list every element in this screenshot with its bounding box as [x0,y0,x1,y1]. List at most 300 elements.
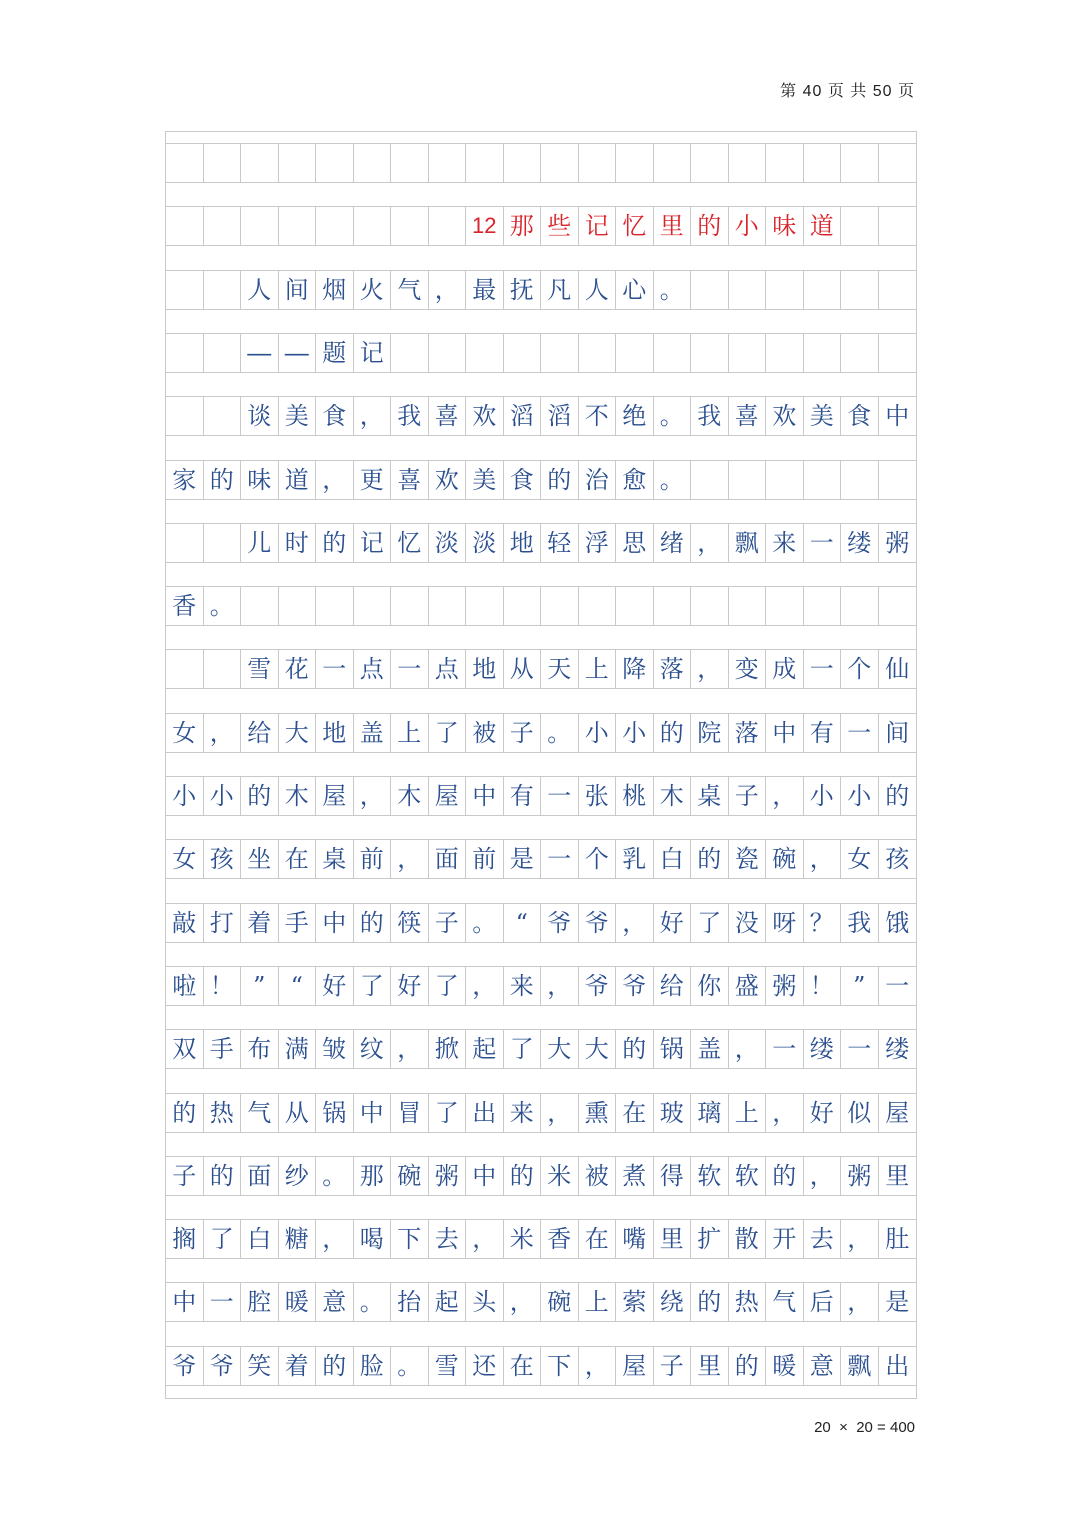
grid-cell [541,587,579,625]
grid-cell: 手 [279,904,317,942]
row-spacer [166,1145,916,1157]
grid-cell [354,207,392,245]
grid-cell: 的 [166,1094,204,1132]
grid-cell [166,334,204,372]
grid-cell [729,461,767,499]
grid-cell: 欢 [766,397,804,435]
grid-cell [879,207,917,245]
grid-cell: 间 [279,271,317,309]
grid-cell: 降 [616,650,654,688]
grid-cell: 子 [429,904,467,942]
row-spacer [166,1208,916,1220]
grid-cell [691,271,729,309]
grid-cell: 滔 [541,397,579,435]
grid-cell: 的 [729,1347,767,1385]
grid-cell: 记 [579,207,617,245]
grid-cell: 热 [729,1283,767,1321]
grid-cell [204,144,242,182]
grid-cell: 有 [504,777,542,815]
grid-cell: 碗 [391,1157,429,1195]
grid-cell: 纱 [279,1157,317,1195]
grid-cells [166,967,916,1006]
grid-cell [654,334,692,372]
grid-cell: ， [429,271,467,309]
grid-cell: 爷 [166,1347,204,1385]
grid-cell: 心 [616,271,654,309]
grid-cells [166,714,916,753]
grid-cell: 肚 [885,1225,910,1254]
grid-cell [316,587,354,625]
grid-cell: 在 [579,1220,617,1258]
grid-cell: 滔 [504,397,542,435]
grid-cell: 爷 [579,967,617,1005]
grid-cell: 从 [504,650,542,688]
grid-cell: 儿 [241,524,279,562]
grid-cell: 了 [504,1030,542,1068]
grid-cell [841,587,879,625]
grid-cell: 一 [841,1030,879,1068]
grid-cell: 屋 [429,777,467,815]
grid-cell: 后 [804,1283,842,1321]
grid-cell: 女 [166,840,204,878]
grid-cell: 香 [541,1220,579,1258]
grid-cell: 爷 [541,904,579,942]
grid-cell [204,271,242,309]
row-spacer [166,322,916,334]
grid-cell [841,144,879,182]
grid-cell: 飘 [729,524,767,562]
row-spacer [166,512,916,524]
grid-cell: 的 [204,1157,242,1195]
grid-cell [804,271,842,309]
grid-cell [654,587,692,625]
grid-cell: 盛 [729,967,767,1005]
grid-cell: 的 [541,461,579,499]
grid-cell: 里 [885,1161,910,1190]
grid-cell: 上 [579,650,617,688]
grid-cell: 盖 [354,714,392,752]
grid-cell [279,587,317,625]
grid-cell [766,271,804,309]
grid-cell: 散 [729,1220,767,1258]
grid-cell: 个 [579,840,617,878]
grid-cell: 好 [804,1094,842,1132]
grid-cells [166,1094,916,1133]
grid-cell: ― [279,334,317,372]
grid-cells [166,524,916,563]
grid-cells [166,207,916,246]
grid-cell: 了 [354,967,392,1005]
grid-cell [541,144,579,182]
grid-cell: ， [504,1283,542,1321]
grid-cell: 粥 [429,1157,467,1195]
grid-cell: ， [579,1347,617,1385]
grid-cells [166,1347,916,1386]
grid-cell: 落 [729,714,767,752]
grid-cell: ， [391,1030,429,1068]
grid-cell: 乳 [616,840,654,878]
grid-cell: 在 [504,1347,542,1385]
grid-cell [316,144,354,182]
grid-cell: 软 [729,1157,767,1195]
grid-cell [279,144,317,182]
grid-cell: 个 [841,650,879,688]
grid-cell: 的 [885,782,910,810]
grid-cell: ？ [804,904,842,942]
grid-cell: 手 [204,1030,242,1068]
grid-cell: 一 [204,1283,242,1321]
grid-cell [466,334,504,372]
grid-cell: 粥 [766,967,804,1005]
grid-cell: 一 [841,714,879,752]
grid-cell: 记 [354,524,392,562]
grid-cell: 桌 [316,840,354,878]
grid-cell: 来 [766,524,804,562]
grid-cell: 下 [391,1220,429,1258]
grid-cell: 去 [429,1220,467,1258]
grid-cell: 布 [241,1030,279,1068]
grid-cell: 题 [316,334,354,372]
grid-cell: 锅 [316,1094,354,1132]
grid-cell: 仙 [885,655,910,684]
grid-cell: 玻 [654,1094,692,1132]
grid-cell [204,524,242,562]
grid-cell: 意 [316,1283,354,1321]
grid-row [166,638,916,689]
grid-cells [166,144,916,183]
grid-cell: 欢 [429,461,467,499]
grid-cells [166,397,916,436]
grid-cells [166,1283,916,1322]
grid-cell [841,271,879,309]
grid-row [166,1145,916,1196]
grid-cell: 的 [691,840,729,878]
grid-cell: 一 [885,971,910,1000]
grid-cell: 点 [354,650,392,688]
grid-cell [241,587,279,625]
grid-cell: 白 [654,840,692,878]
grid-cell: 道 [279,461,317,499]
grid-cell: 米 [541,1157,579,1195]
grid-row [166,765,916,816]
grid-cell: 张 [579,777,617,815]
grid-cell: 了 [429,967,467,1005]
grid-cell: 屋 [885,1098,910,1127]
grid-cell: 人 [241,271,279,309]
grid-cells [166,904,916,943]
grid-cell [429,334,467,372]
grid-cell: ， [466,967,504,1005]
grid-cell: 嘴 [616,1220,654,1258]
grid-cell: 缕 [804,1030,842,1068]
grid-cell: 时 [279,524,317,562]
grid-cell: 落 [654,650,692,688]
grid-cell: 的 [691,1283,729,1321]
grid-row [166,259,916,310]
grid-cell: 绪 [654,524,692,562]
grid-cell: ― [241,334,279,372]
grid-cell: 我 [391,397,429,435]
grid-cell: 女 [841,840,879,878]
grid-row [166,575,916,626]
grid-cell [616,334,654,372]
grid-cell: 小 [616,714,654,752]
grid-cell: 没 [729,904,767,942]
grid-cell: 喜 [391,461,429,499]
grid-cell: 我 [841,904,879,942]
grid-cell: 的 [504,1157,542,1195]
grid-cell: 去 [804,1220,842,1258]
grid-cell: 了 [691,904,729,942]
grid-row [166,512,916,563]
grid-cell [166,271,204,309]
grid-cells [166,1030,916,1069]
grid-cell: 一 [391,650,429,688]
grid-cell [879,461,917,499]
grid-cell: 碗 [766,840,804,878]
grid-cell: 味 [766,207,804,245]
grid-cell: ， [691,524,729,562]
row-spacer [166,765,916,777]
grid-cell: 家 [166,461,204,499]
grid-cell: 院 [691,714,729,752]
grid-cell [429,587,467,625]
grid-cell: 变 [729,650,767,688]
grid-cell: 你 [691,967,729,1005]
grid-cell: 一 [804,650,842,688]
grid-cell [429,207,467,245]
grid-cell: 火 [354,271,392,309]
grid-cell: 间 [885,718,910,747]
grid-cell: 孩 [885,845,910,874]
grid-cell: 中 [766,714,804,752]
grid-cell: 最 [466,271,504,309]
grid-row [166,195,916,246]
grid-cell [766,461,804,499]
grid-cell: 谈 [241,397,279,435]
grid-cell [504,334,542,372]
grid-cell: 前 [466,840,504,878]
row-spacer [166,1271,916,1283]
grid-cell: 来 [504,1094,542,1132]
grid-cell: ， [391,840,429,878]
grid-cell: 是 [885,1288,910,1317]
grid-cell: 木 [654,777,692,815]
grid-cell: 地 [466,650,504,688]
grid-cell: 思 [616,524,654,562]
grid-cell: 盖 [691,1030,729,1068]
grid-row [166,1082,916,1133]
grid-cell [804,334,842,372]
grid-cell: 掀 [429,1030,467,1068]
grid-cell: 一 [804,524,842,562]
row-spacer [166,575,916,587]
grid-cell [841,207,879,245]
grid-cells [166,650,916,689]
grid-cell: 熏 [579,1094,617,1132]
grid-cell: 桌 [691,777,729,815]
grid-cell: 前 [354,840,392,878]
row-spacer [166,638,916,650]
grid-cell [166,397,204,435]
grid-cell: 爷 [204,1347,242,1385]
grid-cell: 木 [279,777,317,815]
grid-cell [166,144,204,182]
grid-cell: 纹 [354,1030,392,1068]
row-spacer [166,892,916,904]
grid-cell: 。 [204,587,242,625]
grid-cell: 白 [241,1220,279,1258]
grid-cells [166,1157,916,1196]
grid-cell [166,207,204,245]
grid-cell: 瓷 [729,840,767,878]
grid-cell [691,144,729,182]
grid-cell: 。 [654,397,692,435]
grid-cell: 的 [654,714,692,752]
grid-cell: 冒 [391,1094,429,1132]
grid-cell: 。 [466,904,504,942]
grid-cell: ， [466,1220,504,1258]
grid-cells [166,777,916,816]
grid-cell: 粥 [841,1157,879,1195]
grid-cell: ， [616,904,654,942]
grid-cell: 笑 [241,1347,279,1385]
grid-cell: ， [541,967,579,1005]
grid-cells [166,840,916,879]
grid-cell [466,587,504,625]
grid-cell: 12 [466,207,504,245]
grid-cell: 起 [466,1030,504,1068]
grid-cell: 满 [279,1030,317,1068]
grid-cells [166,1220,916,1259]
grid-cell: “ [279,967,317,1005]
grid-cell: ， [204,714,242,752]
grid-cell: 的 [616,1030,654,1068]
grid-cell [354,144,392,182]
grid-row [166,1018,916,1069]
grid-cell [654,144,692,182]
grid-cell: 啦 [166,967,204,1005]
grid-cell: ， [316,1220,354,1258]
row-spacer [166,702,916,714]
grid-cell: 的 [241,777,279,815]
grid-cell: 忆 [616,207,654,245]
grid-cell: 小 [579,714,617,752]
grid-cell: ， [691,650,729,688]
grid-cell [879,334,917,372]
grid-cell: 美 [804,397,842,435]
grid-row [166,1335,916,1386]
grid-row [166,702,916,753]
grid-cell: 好 [316,967,354,1005]
grid-cell: 绕 [654,1283,692,1321]
grid-cell: 敲 [166,904,204,942]
grid-cell: 缕 [841,524,879,562]
grid-cell: ！ [804,967,842,1005]
grid-cell: ， [354,777,392,815]
grid-cell [691,461,729,499]
grid-cell: 屋 [316,777,354,815]
row-spacer [166,195,916,207]
grid-cell: 雪 [429,1347,467,1385]
grid-cell: 子 [504,714,542,752]
grid-cell [391,144,429,182]
grid-cell [616,144,654,182]
grid-cell: 大 [279,714,317,752]
grid-cell [729,587,767,625]
grid-cell: 不 [579,397,617,435]
grid-cell: 女 [166,714,204,752]
grid-cell: ， [766,1094,804,1132]
grid-cell: 桃 [616,777,654,815]
grid-cell: ， [804,1157,842,1195]
grid-cell: 面 [241,1157,279,1195]
row-spacer [166,132,916,144]
grid-cell: 来 [504,967,542,1005]
grid-cell [391,207,429,245]
grid-cell: ， [766,777,804,815]
grid-cell: 好 [654,904,692,942]
grid-cell: 从 [279,1094,317,1132]
row-spacer [166,259,916,271]
grid-cell: 美 [466,461,504,499]
grid-cell: ， [841,1220,879,1258]
grid-cell: 坐 [241,840,279,878]
page-number: 第 40 页 共 50 页 [780,83,915,100]
grid-cell: 绝 [616,397,654,435]
grid-cell: 着 [241,904,279,942]
grid-cell: 我 [691,397,729,435]
grid-cell: 治 [579,461,617,499]
grid-cell: 愈 [616,461,654,499]
grid-cell: ” [841,967,879,1005]
grid-row [166,892,916,943]
grid-cell [204,334,242,372]
composition-grid-paper [165,131,917,1399]
grid-cell: 给 [241,714,279,752]
grid-cell: 抚 [504,271,542,309]
grid-cell [391,587,429,625]
grid-cell: 似 [841,1094,879,1132]
grid-cell: 木 [391,777,429,815]
grid-cell: 碗 [541,1283,579,1321]
grid-row [166,132,916,183]
grid-cell: ， [841,1283,879,1321]
grid-cell: 成 [766,650,804,688]
grid-cells [166,587,916,626]
grid-cell: 是 [504,840,542,878]
grid-cell [691,334,729,372]
grid-cell [729,144,767,182]
grid-cell [579,334,617,372]
grid-cell [466,144,504,182]
grid-cell: 忆 [391,524,429,562]
grid-cell [579,144,617,182]
grid-cells [166,334,916,373]
grid-cell: 里 [654,1220,692,1258]
grid-cell: 大 [579,1030,617,1068]
grid-cell: 记 [354,334,392,372]
grid-cell: 的 [691,207,729,245]
grid-cell [766,334,804,372]
grid-cell [841,334,879,372]
grid-cell: 被 [579,1157,617,1195]
grid-cell: 腔 [241,1283,279,1321]
grid-cell: 打 [204,904,242,942]
grid-cell: 暖 [279,1283,317,1321]
grid-cell: 大 [541,1030,579,1068]
grid-cell: 。 [654,271,692,309]
